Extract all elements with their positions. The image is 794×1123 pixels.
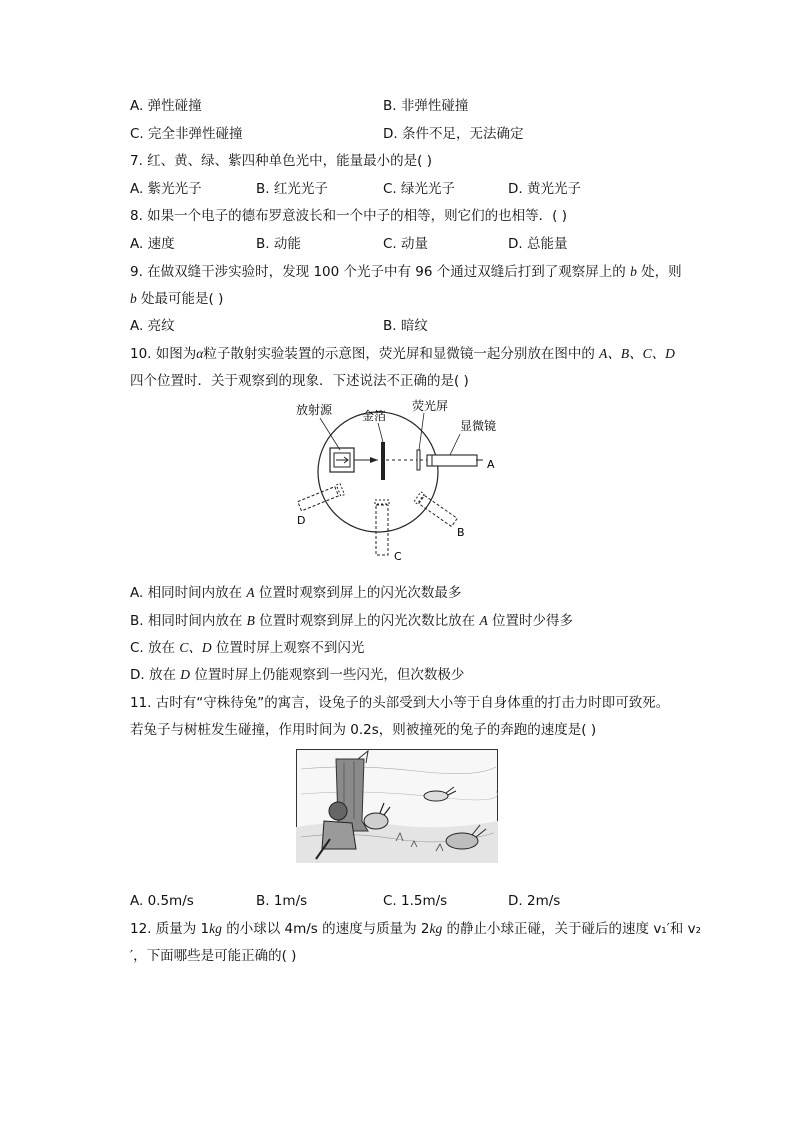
label-c: C [394, 550, 402, 563]
q10-stem-line-2: 四个位置时．关于观察到的现象．下述说法不正确的是( ) [130, 373, 469, 389]
q11-option-b: B. 1m/s [256, 893, 308, 909]
q6-option-a: A. 弹性碰撞 [130, 98, 202, 114]
label-b: B [457, 526, 465, 539]
q6-option-b: B. 非弹性碰撞 [383, 98, 469, 114]
microscope-a [427, 455, 477, 466]
label-screen: 荧光屏 [412, 399, 449, 413]
q12-stem-line-1: 12. 质量为 1kg 的小球以 4m/s 的速度与质量为 2kg 的静止小球正碰，关于碰后的速度 v₁′和 v₂ [130, 921, 701, 937]
q6-option-c: C. 完全非弹性碰撞 [130, 126, 243, 142]
label-microscope: 显微镜 [460, 419, 497, 433]
q8-option-a: A. 速度 [130, 236, 175, 252]
label-d: D [297, 514, 306, 527]
alpha-scattering-diagram [290, 398, 510, 564]
q10-option-c: C. 放在 C、D 位置时屏上观察不到闪光 [130, 640, 365, 656]
q11-option-c: C. 1.5m/s [383, 893, 448, 909]
microscope-c [375, 500, 389, 555]
q11-option-a: A. 0.5m/s [130, 893, 194, 909]
q10-option-d: D. 放在 D 位置时屏上仍能观察到一些闪光，但次数极少 [130, 667, 465, 683]
q8-option-d: D. 总能量 [508, 236, 568, 252]
q8-option-b: B. 动能 [256, 236, 301, 252]
q9-stem-line-2: b 处最可能是( ) [130, 291, 224, 307]
q10-stem-line-1: 10. 如图为α粒子散射实验装置的示意图，荧光屏和显微镜一起分别放在图中的 A、B、C、D [130, 346, 675, 362]
q10-option-b: B. 相同时间内放在 B 位置时观察到屏上的闪光次数比放在 A 位置时少得多 [130, 613, 574, 629]
microscope-b [414, 492, 458, 528]
rabbit-stump-illustration [296, 749, 498, 863]
q11-option-d: D. 2m/s [508, 893, 561, 909]
leader-screen [419, 413, 424, 450]
q9-stem-line-1: 9. 在做双缝干涉实验时，发现 100 个光子中有 96 个通过双缝后打到了观察屏上的 b 处，则 [130, 264, 682, 280]
label-foil: 金箔 [362, 409, 387, 423]
q7-option-d: D. 黄光光子 [508, 181, 581, 197]
microscope-d [297, 483, 344, 511]
label-source: 放射源 [296, 403, 333, 417]
label-a: A [487, 458, 495, 471]
q7-option-c: C. 绿光光子 [383, 181, 456, 197]
q11-stem-line-2: 若兔子与树桩发生碰撞，作用时间为 0.2s，则被撞死的兔子的奔跑的速度是( ) [130, 722, 597, 738]
q9-option-b: B. 暗纹 [383, 318, 428, 334]
beam-arrow-icon [370, 457, 378, 463]
q8-option-c: C. 动量 [383, 236, 429, 252]
q9-option-a: A. 亮纹 [130, 318, 175, 334]
q7-option-a: A. 紫光光子 [130, 181, 202, 197]
fluorescent-screen [417, 450, 420, 470]
q12-stem-line-2: ′，下面哪些是可能正确的( ) [130, 948, 297, 964]
leader-microscope [450, 434, 460, 455]
leader-source [320, 418, 340, 450]
q8-stem: 8. 如果一个电子的德布罗意波长和一个中子的相等，则它们的也相等．( ) [130, 208, 567, 224]
q11-stem-line-1: 11. 古时有“守株待兔”的寓言，设兔子的头部受到大小等于自身体重的打击力时即可致死。 [130, 695, 670, 711]
q6-option-d: D. 条件不足，无法确定 [383, 126, 524, 142]
q7-option-b: B. 红光光子 [256, 181, 328, 197]
q10-option-a: A. 相同时间内放在 A 位置时观察到屏上的闪光次数最多 [130, 585, 462, 601]
leader-foil [378, 423, 383, 442]
gold-foil [381, 442, 385, 480]
q7-stem: 7. 红、黄、绿、紫四种单色光中，能量最小的是( ) [130, 153, 432, 169]
